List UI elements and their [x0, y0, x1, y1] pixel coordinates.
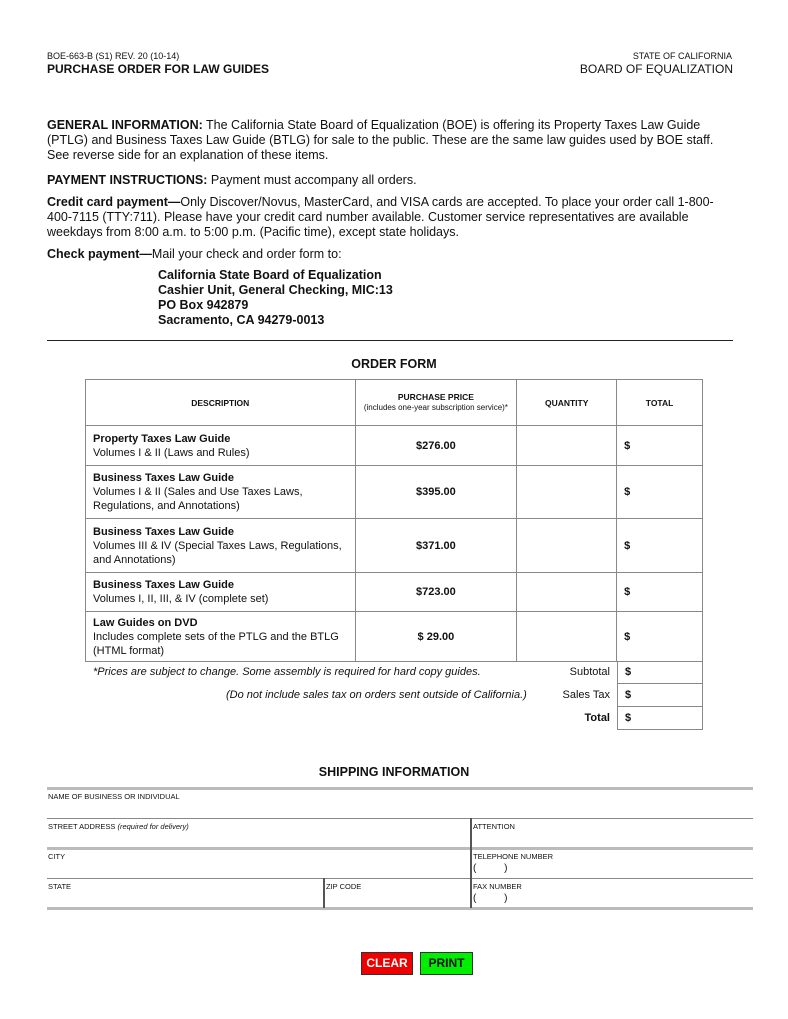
table-row: Law Guides on DVD Includes complete sets of the PTLG and the BTLG (HTML format) $ 29.00 $ [86, 612, 703, 662]
table-row: Business Taxes Law Guide Volumes I & II (Sales and Use Taxes Laws, Regulations, and Annotations) $395.00 $ [86, 466, 703, 519]
quantity-input[interactable] [517, 466, 617, 519]
zip-field[interactable]: ZIP CODE [326, 882, 362, 891]
print-button[interactable]: PRINT [420, 952, 473, 975]
city-field[interactable]: CITY [48, 852, 66, 861]
order-table [85, 379, 703, 662]
sales-tax-input[interactable]: $ [617, 684, 703, 707]
divider [47, 907, 753, 910]
agency-label: BOARD OF EQUALIZATION [579, 62, 733, 76]
total-input[interactable]: $ [617, 519, 703, 573]
mailing-address: California State Board of Equalization Cashier Unit, General Checking, MIC:13 PO Box 942879 Sacramento, CA 94279-0013 [158, 268, 393, 327]
price-note: *Prices are subject to change. Some assembly is required for hard copy guides. [93, 666, 481, 678]
street-field[interactable]: STREET ADDRESS (required for delivery) [48, 822, 189, 831]
table-row: Property Taxes Law Guide Volumes I & II (Laws and Rules) $276.00 $ [86, 426, 703, 466]
table-row: Business Taxes Law Guide Volumes III & IV (Special Taxes Laws, Regulations, and Annotations) $371.00 $ [86, 519, 703, 573]
divider [470, 818, 472, 908]
sales-tax-label: Sales Tax [562, 689, 610, 701]
attention-field[interactable]: ATTENTION [473, 822, 515, 831]
state-label: STATE OF CALIFORNIA [632, 51, 732, 61]
form-number: BOE-663-B (S1) REV. 20 (10-14) [47, 51, 180, 61]
quantity-input[interactable] [517, 612, 617, 662]
shipping-title: SHIPPING INFORMATION [318, 765, 470, 779]
credit-card-payment: Credit card payment—Only Discover/Novus, MasterCard, and VISA cards are accepted. To place your order call 1-800-400-7115 (TTY:711). Please have your credit card number available. Customer service representatives are available weekdays from 8:00 a.m. to 5:00 p.m. (Pacific time), except state holidays. [47, 195, 714, 239]
fax-field[interactable]: FAX NUMBER ( ) [473, 882, 522, 904]
table-row: Business Taxes Law Guide Volumes I, II, III, & IV (complete set) $723.00 $ [86, 573, 703, 612]
col-total: TOTAL [617, 380, 703, 426]
total-input[interactable]: $ [617, 573, 703, 612]
total-label: Total [584, 712, 610, 724]
total-input[interactable]: $ [617, 612, 703, 662]
order-form-title: ORDER FORM [351, 357, 437, 371]
name-field[interactable]: NAME OF BUSINESS OR INDIVIDUAL [48, 792, 180, 801]
divider [47, 340, 733, 341]
divider [323, 878, 325, 908]
tax-note: (Do not include sales tax on orders sent outside of California.) [226, 689, 527, 701]
telephone-field[interactable]: TELEPHONE NUMBER ( ) [473, 852, 554, 874]
total-input[interactable]: $ [617, 426, 703, 466]
col-description: DESCRIPTION [86, 380, 356, 426]
payment-instructions: PAYMENT INSTRUCTIONS: Payment must accompany all orders. [47, 173, 417, 187]
page-title: PURCHASE ORDER FOR LAW GUIDES [47, 62, 270, 76]
divider [47, 787, 753, 790]
subtotal-label: Subtotal [569, 666, 610, 678]
quantity-input[interactable] [517, 426, 617, 466]
general-information: GENERAL INFORMATION: The California State Board of Equalization (BOE) is offering its Property Taxes Law Guide (PTLG) and Business Taxes Law Guide (BTLG) for sale to the public. These are the same law guides used by BOE staff. See reverse side for an explanation of these items. [47, 118, 714, 162]
quantity-input[interactable] [517, 573, 617, 612]
clear-button[interactable]: CLEAR [361, 952, 413, 975]
col-quantity: QUANTITY [517, 380, 617, 426]
divider [47, 878, 753, 879]
total-input[interactable]: $ [617, 466, 703, 519]
subtotal-input[interactable]: $ [617, 661, 703, 684]
grand-total-input[interactable]: $ [617, 707, 703, 730]
state-field[interactable]: STATE [48, 882, 72, 891]
divider [47, 818, 753, 819]
col-price: PURCHASE PRICE (includes one-year subscription service)* [355, 380, 517, 426]
quantity-input[interactable] [517, 519, 617, 573]
check-payment: Check payment—Mail your check and order form to: [47, 247, 342, 261]
divider [47, 847, 753, 850]
